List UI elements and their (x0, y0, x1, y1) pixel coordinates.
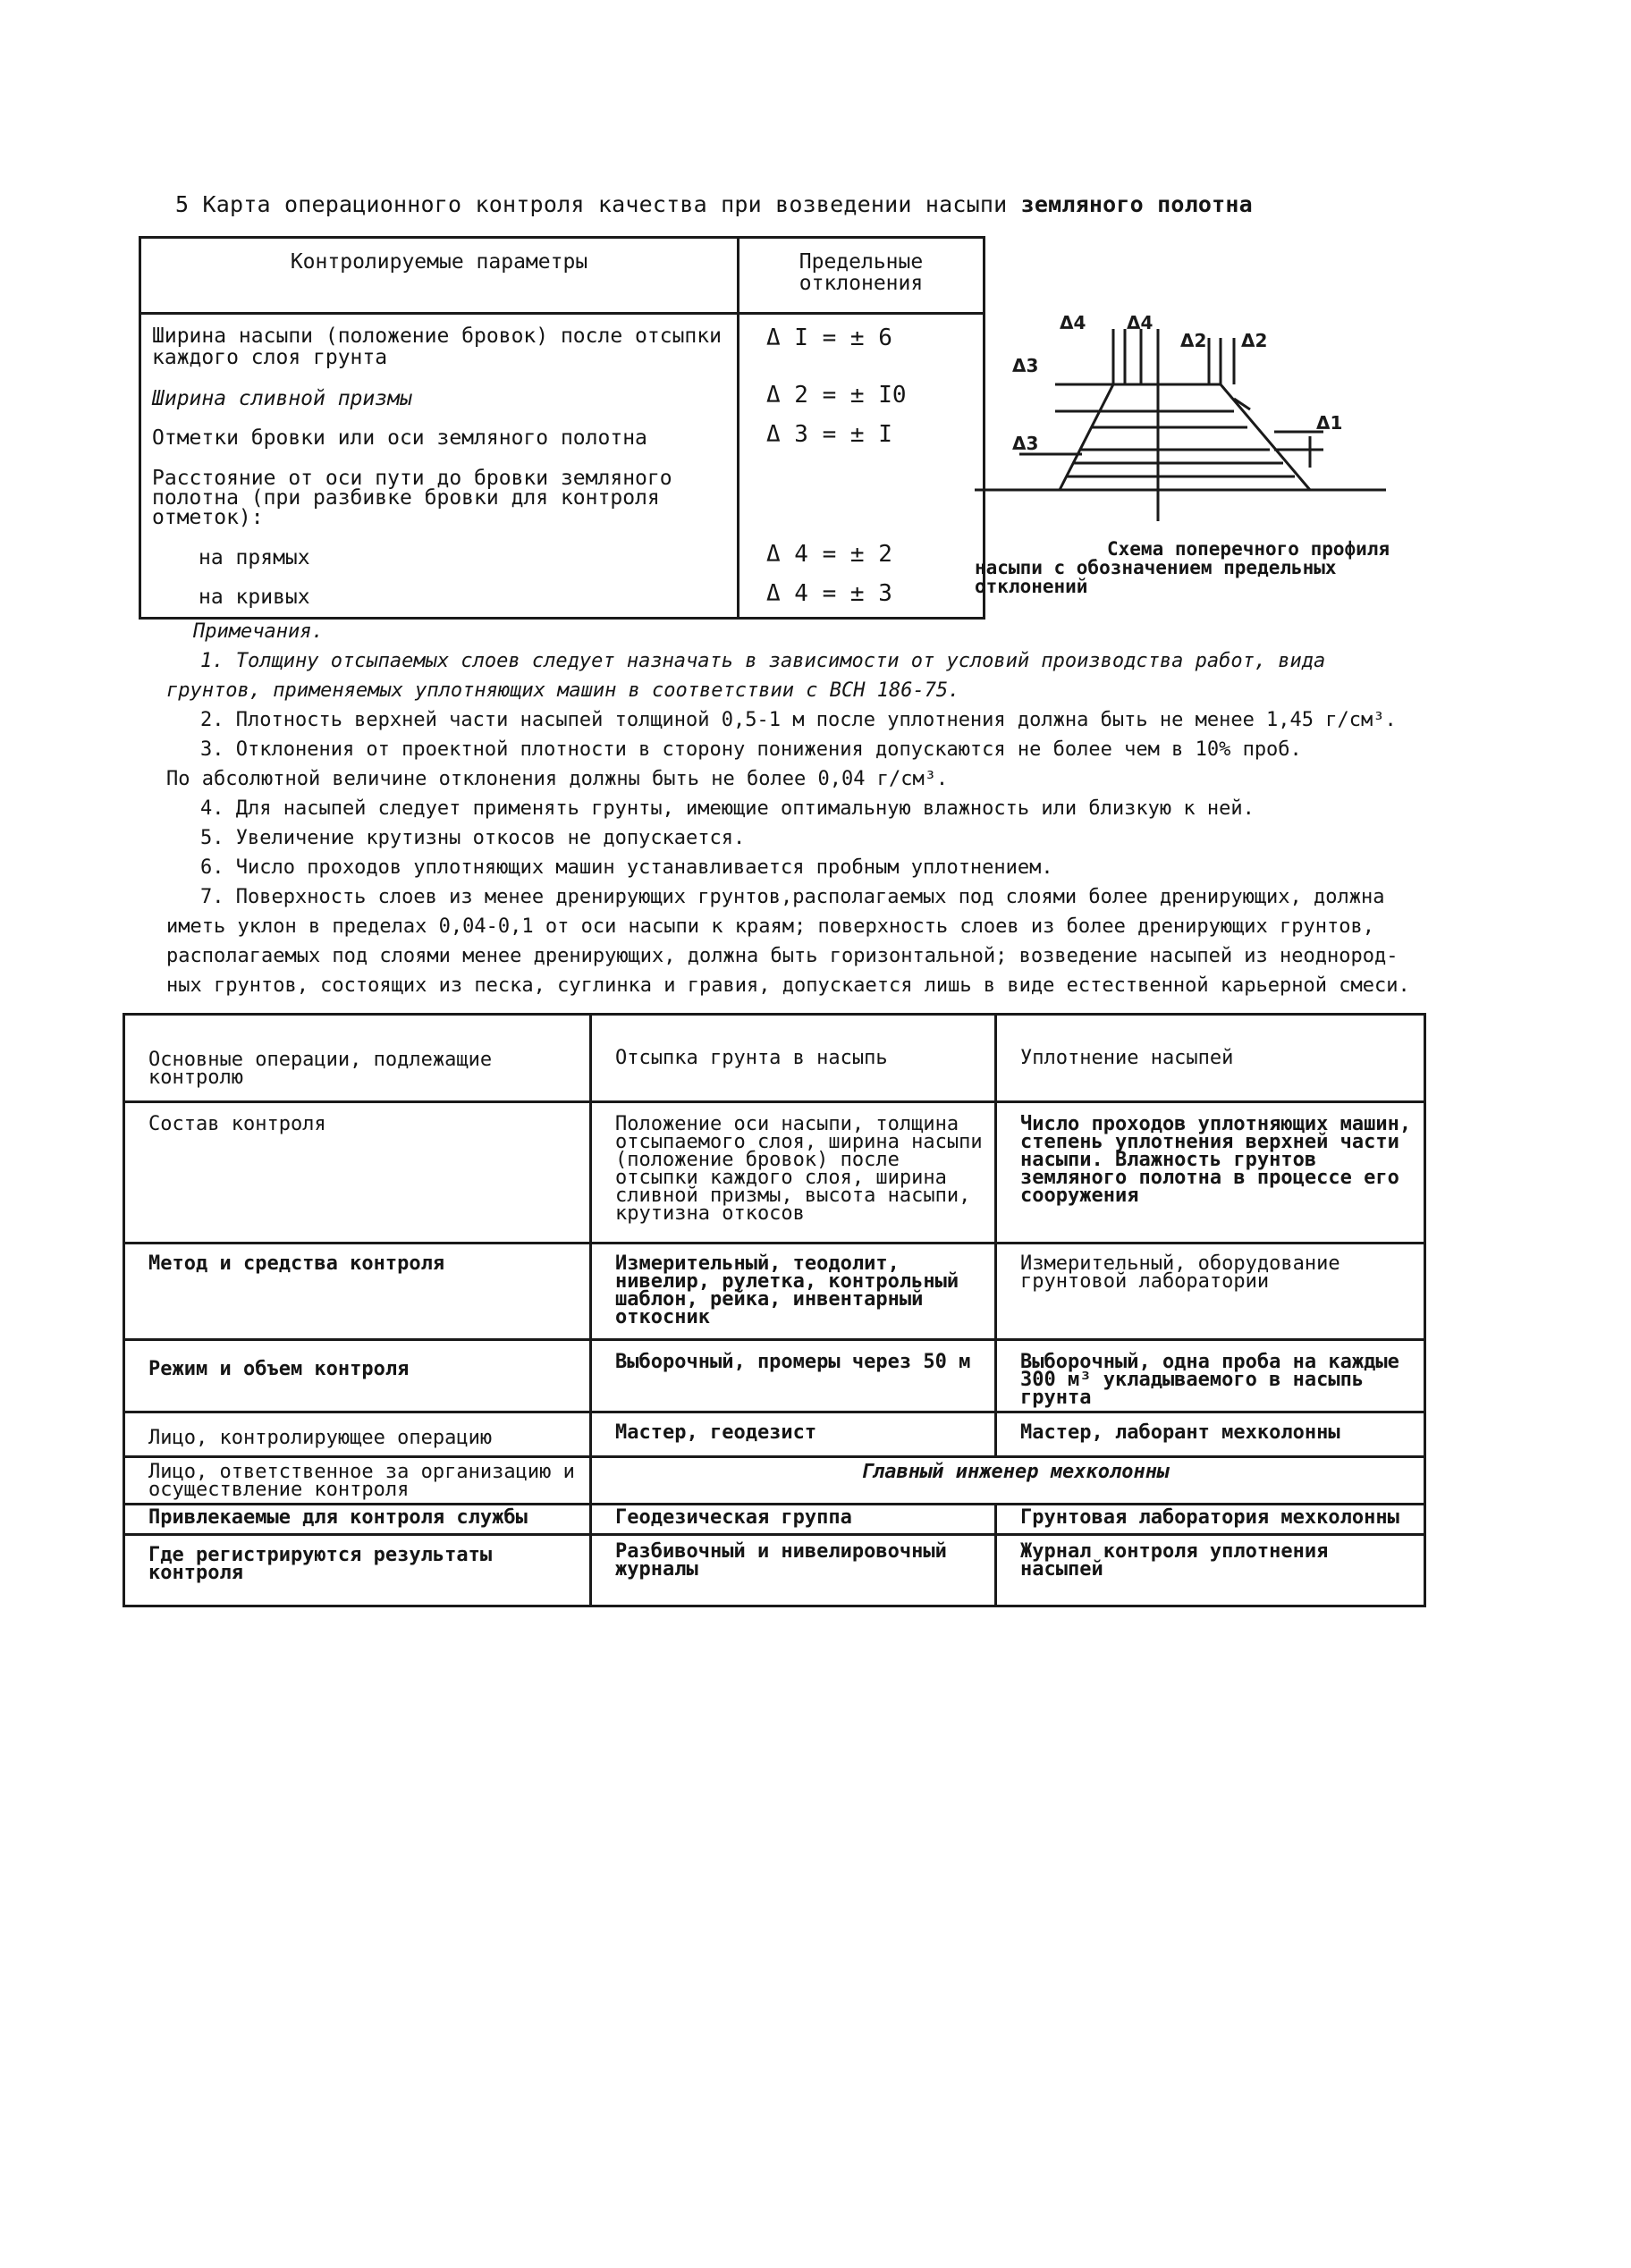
row-label: Состав контроля (124, 1102, 591, 1244)
table-row (124, 1015, 1425, 1102)
notes-section (166, 617, 1418, 1000)
table-row (140, 372, 985, 413)
note-line: 6. Число проходов уплотняющих машин устанавливается пробным уплотнением. (200, 856, 1053, 879)
param-cell: Ширина сливной призмы (140, 372, 739, 413)
table-row (124, 1457, 1425, 1505)
operations-table (123, 1013, 1426, 1607)
fill-cell: Мастер, геодезист (591, 1412, 996, 1457)
compact-cell: Журнал контроля уплотнения насыпей (996, 1535, 1425, 1606)
heading-tail: земляного полотна (1020, 191, 1253, 217)
row-label: Режим и объем контроля (124, 1340, 591, 1412)
delta4-left-label: Δ4 (1060, 312, 1086, 333)
deviation-table-header (140, 238, 985, 314)
note-line: 7. Поверхность слоев из менее дренирующих грунтов,располагаемых под слоями более дренирующих, должна (200, 886, 1385, 908)
param-cell: Расстояние от оси пути до бровки земляного полотна (при разбивке бровки для контроля отметок): (140, 452, 739, 531)
table-row (140, 572, 985, 619)
table-row (124, 1505, 1425, 1535)
fill-cell: Измерительный, теодолит, нивелир, рулетка, контрольный шаблон, рейка, инвентарный откосник (591, 1244, 996, 1340)
row-label: Лицо, ответственное за организацию и осуществление контроля (124, 1457, 591, 1505)
compact-cell: Число проходов уплотняющих машин, степень уплотнения верхней части насыпи. Влажность грунтов земляного полотна в процессе его сооружения (996, 1102, 1425, 1244)
compact-cell: Уплотнение насыпей (996, 1015, 1425, 1102)
row-label: Основные операции, подлежащие контролю (124, 1015, 591, 1102)
fill-cell: Геодезическая группа (591, 1505, 996, 1535)
param-cell: на кривых (140, 572, 739, 619)
heading-number: 5 (175, 191, 190, 217)
fill-cell: Положение оси насыпи, толщина отсыпаемого слоя, ширина насыпи (положение бровок) после отсыпки каждого слоя, ширина сливной призмы, высота насыпи, крутизна откосов (591, 1102, 996, 1244)
note-line: 1. Толщину отсыпаемых слоев следует назначать в зависимости от условий производства работ, вида (200, 650, 1326, 672)
delta1-label: Δ1 (1316, 412, 1343, 434)
diagram-caption (975, 540, 1413, 596)
delta2-left-label: Δ2 (1180, 330, 1207, 351)
delta2-right-label: Δ2 (1241, 330, 1268, 351)
note-line: 3. Отклонения от проектной плотности в сторону понижения допускаются не более чем в 10% проб. (200, 738, 1302, 761)
note-line: 2. Плотность верхней части насыпей толщиной 0,5-1 м после уплотнения должна быть не менее 1,45 г/см³. (200, 709, 1397, 731)
note-line: грунтов, применяемых уплотняющих машин в соответствии с ВСН 186-75. (166, 679, 960, 702)
note-line: 4. Для насыпей следует применять грунты, имеющие оптимальную влажность или близкую к ней. (200, 797, 1255, 820)
table-row (140, 452, 985, 531)
deviation-table (139, 236, 985, 620)
col-parameters-header: Контролируемые параметры (140, 238, 739, 314)
merged-cell: Главный инженер мехколонны (591, 1457, 1425, 1505)
table-row (124, 1412, 1425, 1457)
deviation-cell: Δ 2 = ± I0 (739, 372, 985, 413)
notes-title: Примечания. (193, 620, 324, 643)
compact-cell: Измерительный, оборудование грунтовой лаборатории (996, 1244, 1425, 1340)
caption-line: отклонений (975, 576, 1088, 597)
fill-cell: Выборочный, промеры через 50 м (591, 1340, 996, 1412)
table-row (124, 1340, 1425, 1412)
row-label: Лицо, контролирующее операцию (124, 1412, 591, 1457)
param-cell: на прямых (140, 531, 739, 572)
row-label: Привлекаемые для контроля службы (124, 1505, 591, 1535)
table-row (140, 314, 985, 373)
compact-cell: Мастер, лаборант мехколонны (996, 1412, 1425, 1457)
caption-line: насыпи с обозначением предельных (975, 557, 1337, 578)
fill-cell: Отсыпка грунта в насыпь (591, 1015, 996, 1102)
delta3-upper-label: Δ3 (1012, 355, 1039, 376)
param-cell: Отметки бровки или оси земляного полотна (140, 413, 739, 452)
embankment-outline (1060, 384, 1310, 490)
note-line: 5. Увеличение крутизны откосов не допускается. (200, 827, 746, 849)
table-row (124, 1535, 1425, 1606)
col-deviations-header: Предельные отклонения (739, 238, 985, 314)
deviation-cell: Δ 4 = ± 2 (739, 531, 985, 572)
cross-section-diagram (966, 302, 1431, 544)
deviation-cell (739, 452, 985, 531)
param-cell: Ширина насыпи (положение бровок) после отсыпки каждого слоя грунта (140, 314, 739, 373)
table-row (124, 1102, 1425, 1244)
compact-cell: Грунтовая лаборатория мехколонны (996, 1505, 1425, 1535)
delta4-right-label: Δ4 (1127, 312, 1154, 333)
note-line: ных грунтов, состоящих из песка, суглинка и гравия, допускается лишь в виде естественной карьерной смеси. (166, 974, 1410, 997)
note-line: иметь уклон в пределах 0,04-0,1 от оси насыпи к краям; поверхность слоев из более дренирующих грунтов, (166, 915, 1375, 938)
compact-cell: Выборочный, одна проба на каждые 300 м³ укладываемого в насыпь грунта (996, 1340, 1425, 1412)
note-line: располагаемых под слоями менее дренирующих, должна быть горизонтальной; возведение насыпей из неоднород- (166, 945, 1399, 967)
deviation-cell: Δ 4 = ± 3 (739, 572, 985, 619)
table-row (140, 413, 985, 452)
row-label: Метод и средства контроля (124, 1244, 591, 1340)
row-label: Где регистрируются результаты контроля (124, 1535, 591, 1606)
table-row (140, 531, 985, 572)
deviation-cell: Δ I = ± 6 (739, 314, 985, 373)
deviation-cell: Δ 3 = ± I (739, 413, 985, 452)
heading-text: Карта операционного контроля качества при возведении насыпи (202, 191, 1008, 217)
note-line: По абсолютной величине отклонения должны быть не более 0,04 г/см³. (166, 768, 949, 790)
fill-cell: Разбивочный и нивелировочный журналы (591, 1535, 996, 1606)
table-row (124, 1244, 1425, 1340)
document-heading (175, 191, 1253, 217)
caption-line: Схема поперечного профиля (1107, 538, 1390, 560)
delta3-lower-label: Δ3 (1012, 433, 1039, 454)
